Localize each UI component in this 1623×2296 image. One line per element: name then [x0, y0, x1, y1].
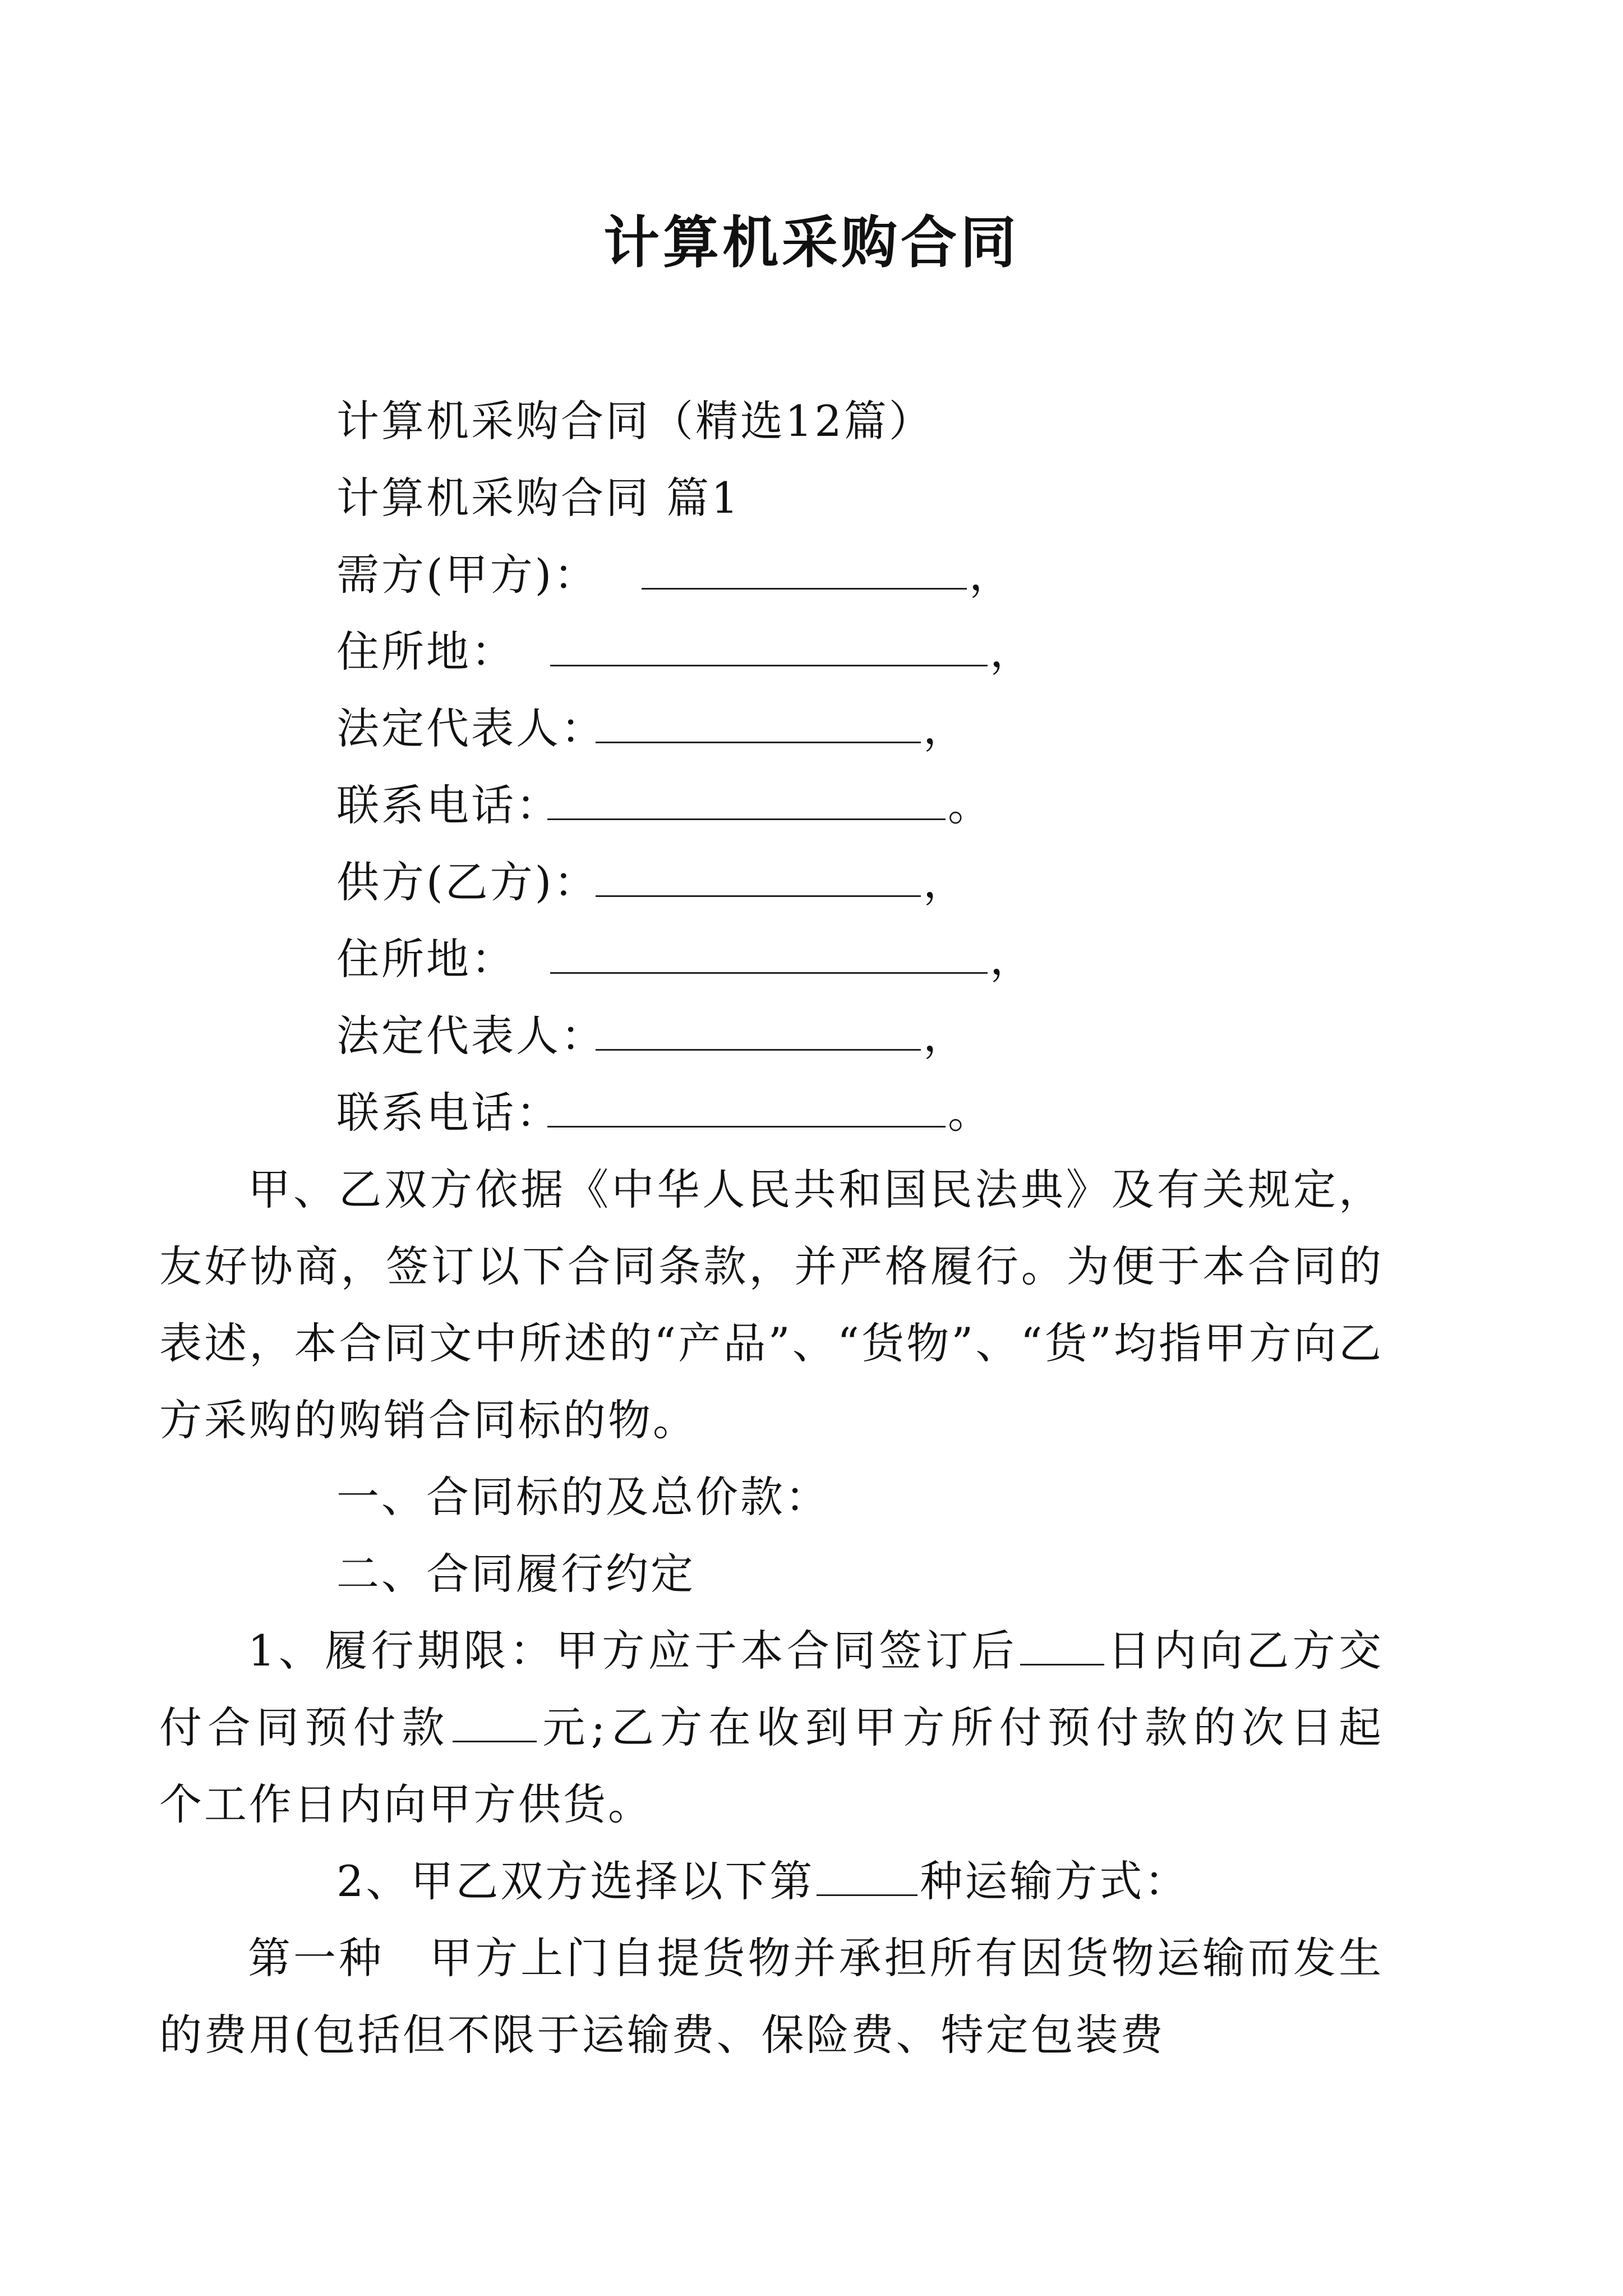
fill-blank: [550, 619, 988, 666]
document-body: [159, 383, 1429, 2073]
section-heading: 计算机采购合同 篇1: [336, 473, 741, 523]
blank-field: ，: [639, 536, 1014, 613]
blank-field: 。: [545, 1074, 993, 1151]
party-b-address-line: [248, 921, 1384, 997]
party-b-rep-line: [248, 997, 1384, 1074]
party-a-phone-line: [248, 767, 1384, 844]
blank-field: ，: [548, 613, 1035, 690]
field-label: 住所地：: [336, 627, 516, 677]
field-label: 联系电话：: [336, 780, 561, 830]
fill-blank: [642, 542, 967, 590]
field-label: 住所地：: [336, 934, 516, 984]
blank-field: ，: [593, 997, 968, 1074]
clause-1-heading: 一、合同标的及总价款：: [336, 1472, 830, 1522]
fill-blank: [1020, 1618, 1104, 1665]
field-label: 联系电话：: [336, 1088, 561, 1138]
term-paragraph: 1、履行期限：甲方应于本合同签订后 日内向乙方交付合同预付款 元;乙方在收到甲方所付预付款的次日起 个工作日内向甲方供货。: [159, 1612, 1384, 1843]
fill-blank: [817, 1848, 917, 1896]
party-a-line: [248, 536, 1384, 613]
field-label: 需方(甲方)：: [336, 550, 599, 600]
field-label: 法定代表人：: [336, 1011, 606, 1061]
blank-field: ，: [593, 844, 968, 921]
transport-line: 2、甲乙双方选择以下第 种运输方式：: [248, 1843, 1384, 1920]
fill-blank: [547, 1080, 946, 1128]
blank-field: ，: [593, 690, 968, 767]
party-b-line: [248, 844, 1384, 921]
fill-blank: [547, 772, 946, 820]
party-a-address-line: [248, 613, 1384, 690]
intro-paragraph: 甲、乙双方依据《中华人民共和国民法典》及有关规定，友好协商，签订以下合同条款，并严格履行。为便于本合同的表述，本合同文中所述的“产品”、“货物”、“货”均指甲方向乙方采购的购销合同标的物。: [159, 1165, 1384, 1445]
field-label: 供方(乙方)：: [336, 857, 599, 907]
subtitle: 计算机采购合同（精选12篇）: [336, 396, 934, 446]
fill-blank: [596, 696, 921, 743]
field-label: 法定代表人：: [336, 703, 606, 753]
fill-blank: [453, 1695, 537, 1742]
blank-field: ，: [548, 921, 1035, 997]
party-b-phone-line: [248, 1074, 1384, 1151]
document-title: 计算机采购合同: [603, 209, 1020, 275]
fill-blank: [596, 849, 921, 897]
fill-blank: [596, 1003, 921, 1051]
fill-blank: [550, 926, 988, 974]
party-a-rep-line: [248, 690, 1384, 767]
clause-2-heading: 二、合同履行约定: [336, 1549, 695, 1599]
transport-option-1: 第一种 甲方上门自提货物并承担所有因货物运输而发生的费用(包括但不限于运输费、保险费、特定包装费: [159, 1933, 1384, 2060]
blank-field: 。: [545, 767, 993, 844]
